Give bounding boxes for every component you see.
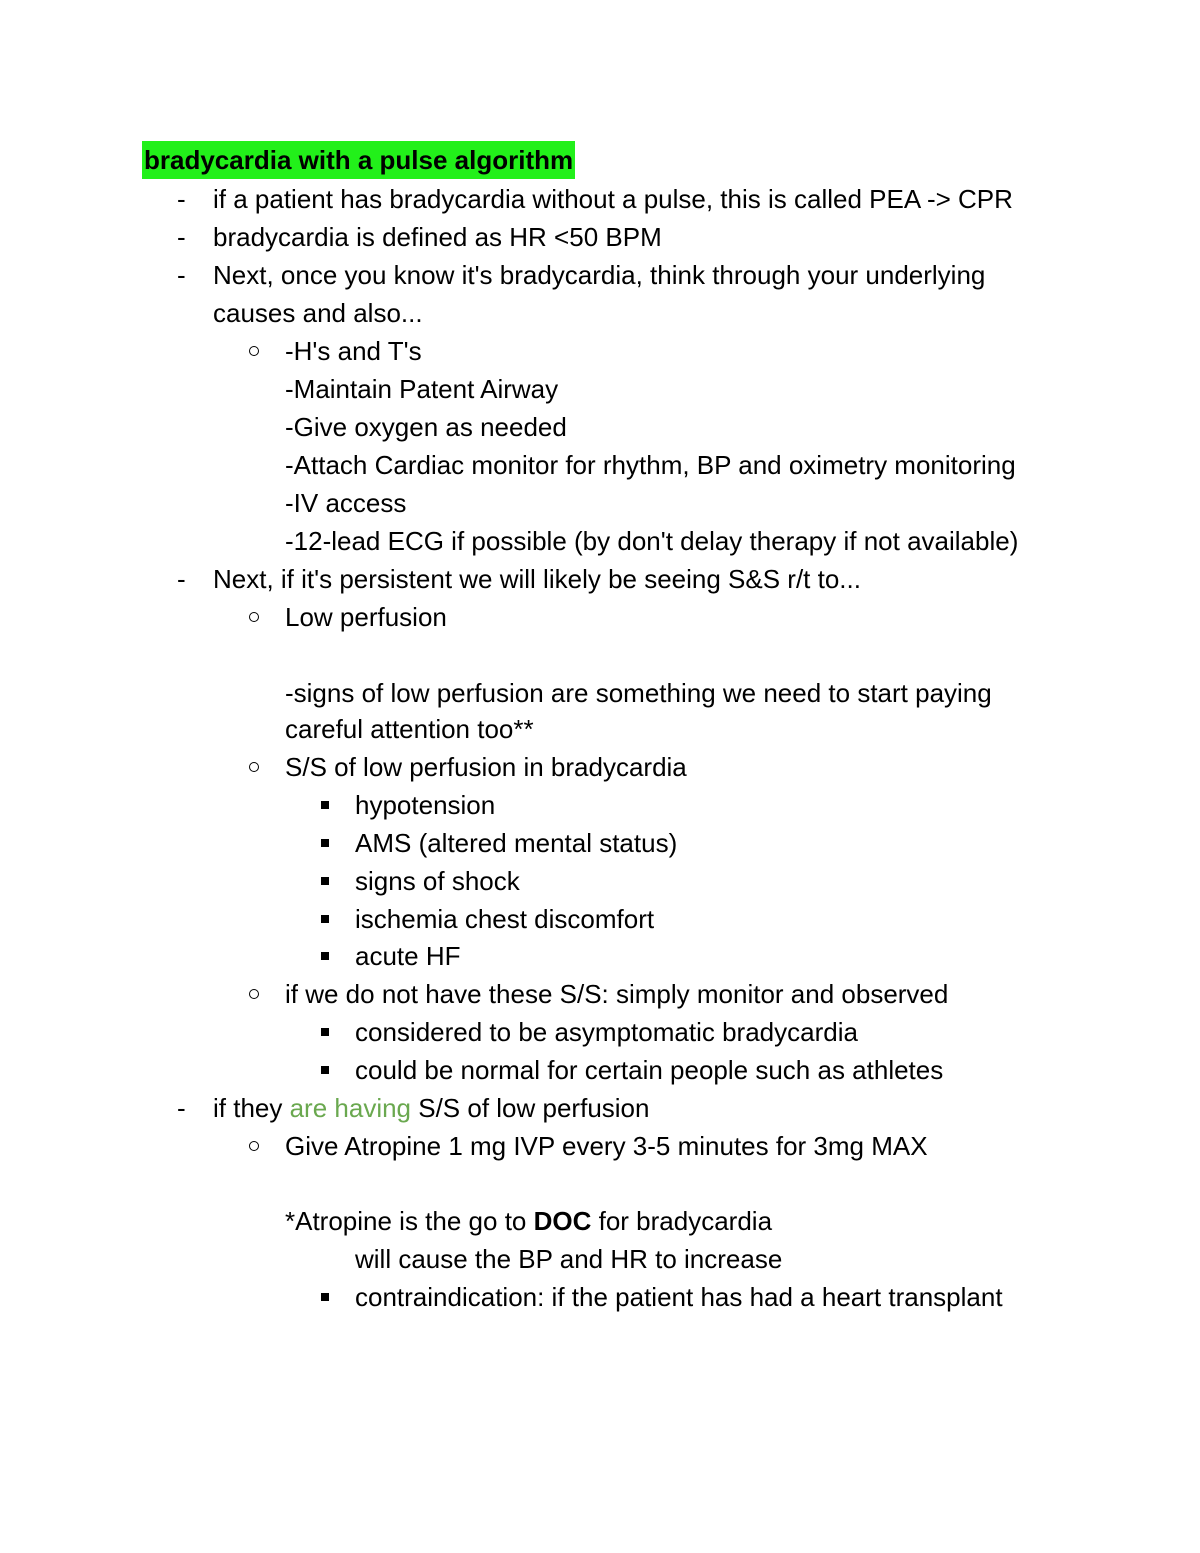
- list-item: Next, once you know it's bradycardia, think through your underlying: [213, 260, 986, 290]
- list-item: bradycardia is defined as HR <50 BPM: [213, 222, 662, 252]
- note-text: *Atropine is the go to: [285, 1206, 534, 1236]
- square-bullet: [321, 937, 331, 975]
- dash-bullet: -: [177, 564, 186, 594]
- list-item-text: if they: [213, 1093, 290, 1123]
- list-item: Next, if it's persistent we will likely be seeing S&S r/t to...: [213, 564, 861, 594]
- sub-list-item: if we do not have these S/S: simply monitor and observed: [285, 979, 949, 1009]
- sub-sub-list-item: AMS (altered mental status): [355, 828, 678, 858]
- sub-sub-list-item: hypotension: [355, 790, 496, 820]
- circle-bullet: [249, 748, 261, 786]
- circle-bullet: [249, 332, 261, 370]
- list-item: if a patient has bradycardia without a pulse, this is called PEA -> CPR: [213, 184, 1013, 214]
- sub-list-line: -Maintain Patent Airway: [285, 374, 559, 404]
- sub-list-line: -Give oxygen as needed: [285, 412, 567, 442]
- sub-list-item: Give Atropine 1 mg IVP every 3-5 minutes for 3mg MAX: [285, 1131, 928, 1161]
- dash-bullet: -: [177, 260, 186, 290]
- highlighted-text: are having: [289, 1093, 412, 1123]
- sub-list-item: S/S of low perfusion in bradycardia: [285, 752, 687, 782]
- square-bullet: [321, 900, 331, 938]
- sub-sub-list-item: contraindication: if the patient has had a heart transplant: [355, 1282, 1003, 1312]
- sub-list-line: -Attach Cardiac monitor for rhythm, BP and oximetry monitoring: [285, 450, 1016, 480]
- circle-bullet: [249, 598, 261, 636]
- square-bullet: [321, 786, 331, 824]
- square-bullet: [321, 1051, 331, 1089]
- bold-term: DOC: [533, 1206, 592, 1236]
- sub-list-line: -12-lead ECG if possible (by don't delay therapy if not available): [285, 526, 1019, 556]
- note-line: will cause the BP and HR to increase: [355, 1244, 783, 1274]
- sub-sub-list-item: ischemia chest discomfort: [355, 904, 655, 934]
- square-bullet: [321, 862, 331, 900]
- sub-sub-list-item: could be normal for certain people such as athletes: [355, 1055, 944, 1085]
- list-item: [213, 1089, 649, 1127]
- circle-bullet: [249, 975, 261, 1013]
- page-title: bradycardia with a pulse algorithm: [142, 141, 575, 179]
- note-line: careful attention too**: [285, 714, 534, 744]
- list-item-continuation: causes and also...: [213, 298, 423, 328]
- sub-sub-list-item: signs of shock: [355, 866, 520, 896]
- sub-sub-list-item: considered to be asymptomatic bradycardia: [355, 1017, 858, 1047]
- square-bullet: [321, 1013, 331, 1051]
- sub-list-item: -H's and T's: [285, 336, 422, 366]
- dash-bullet: -: [177, 222, 186, 252]
- square-bullet: [321, 1278, 331, 1316]
- dash-bullet: -: [177, 184, 186, 214]
- square-bullet: [321, 824, 331, 862]
- note-line: -signs of low perfusion are something we need to start paying: [285, 678, 992, 708]
- sub-list-line: -IV access: [285, 488, 407, 518]
- note-line: [285, 1202, 772, 1240]
- circle-bullet: [249, 1127, 261, 1165]
- sub-sub-list-item: acute HF: [355, 941, 461, 971]
- note-text: for bradycardia: [591, 1206, 773, 1236]
- list-item-text: S/S of low perfusion: [411, 1093, 650, 1123]
- dash-bullet: -: [177, 1093, 186, 1123]
- sub-list-item: Low perfusion: [285, 602, 447, 632]
